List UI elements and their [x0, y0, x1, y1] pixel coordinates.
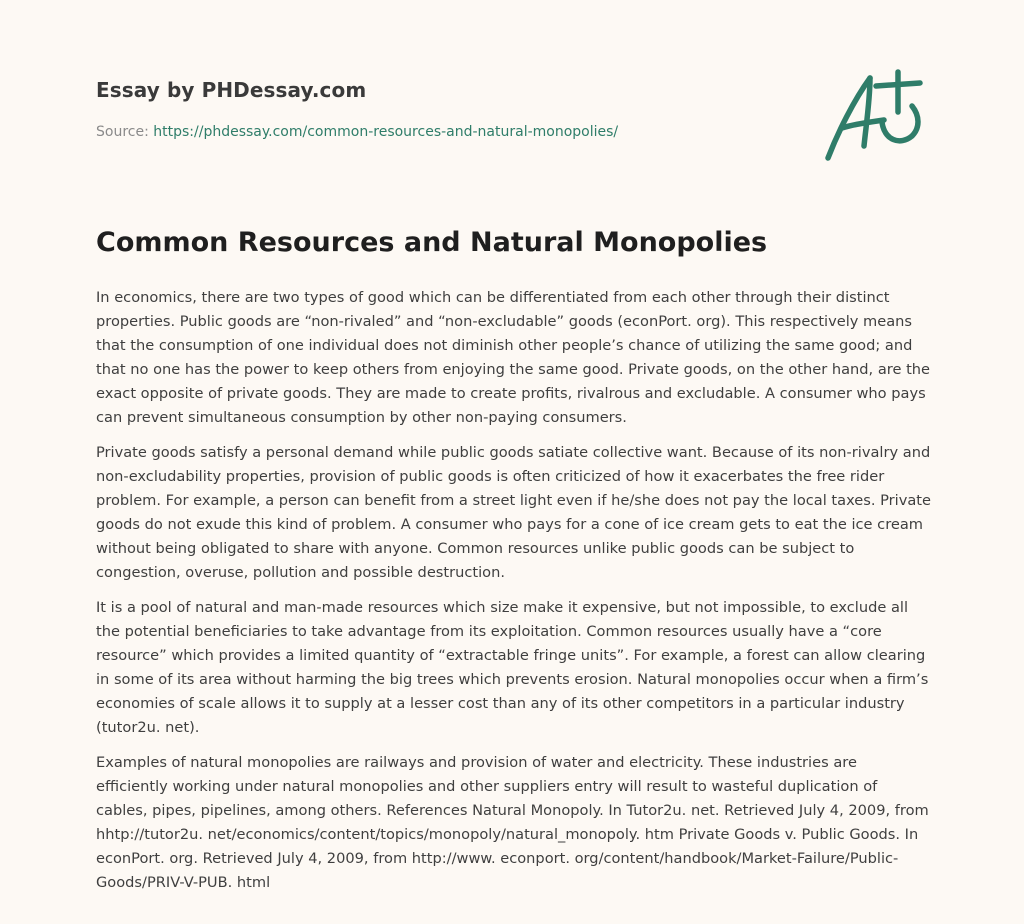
source-link[interactable]: https://phdessay.com/common-resources-and-natural-monopolies/ [153, 124, 619, 140]
essay-body [96, 286, 932, 906]
source-line [96, 124, 618, 140]
essay-page [96, 0, 931, 924]
source-label: Source: [96, 124, 154, 140]
a-plus-icon [824, 66, 928, 166]
essay-paragraph: Examples of natural monopolies are railways and provision of water and electricity. These industries are efficiently working under natural monopolies and other suppliers entry will result to wasteful duplication of cables, pipes, pipelines, among others. References Natural Monopoly. In Tutor2u. net. Retrieved July 4, 2009, from hhtp://tutor2u. net/economics/content/topics/monopoly/natural_monopoly. htm Private Goods v. Public Goods. In econPort. org. Retrieved July 4, 2009, from http://www. econport. org/content/handbook/Market-Failure/Public-Goods/PRIV-V-PUB. html [96, 754, 929, 891]
site-brand: Essay by PHDessay.com [96, 78, 367, 102]
essay-title: Common Resources and Natural Monopolies [96, 227, 768, 258]
essay-paragraph: It is a pool of natural and man-made resources which size make it expensive, but not impossible, to exclude all the potential beneficiaries to take advantage from its exploitation. Common resources usually have a “core resource” which provides a limited quantity of “extractable fringe units”. For example, a forest can allow clearing in some of its area without harming the big trees which prevents erosion. Natural monopolies occur when a firm’s economies of scale allows it to supply at a lesser cost than any of its other competitors in a particular industry (tutor2u. net). [96, 599, 929, 736]
essay-paragraph: Private goods satisfy a personal demand while public goods satiate collective want. Because of its non-rivalry and non-excludability properties, provision of public goods is often criticized of how it exacerbates the free rider problem. For example, a person can benefit from a street light even if he/she does not pay the local taxes. Private goods do not exude this kind of problem. A consumer who pays for a cone of ice cream gets to eat the ice cream without being obligated to share with anyone. Common resources unlike public goods can be subject to congestion, overuse, pollution and possible destruction. [96, 444, 931, 581]
essay-paragraph: In economics, there are two types of good which can be differentiated from each other through their distinct properties. Public goods are “non-rivaled” and “non-excludable” goods (econPort. org). This respectively means that the consumption of one individual does not diminish other people’s chance of utilizing the same good; and that no one has the power to keep others from enjoying the same good. Private goods, on the other hand, are the exact opposite of private goods. They are made to create profits, rivalrous and excludable. A consumer who pays can prevent simultaneous consumption by other non-paying consumers. [96, 289, 931, 426]
